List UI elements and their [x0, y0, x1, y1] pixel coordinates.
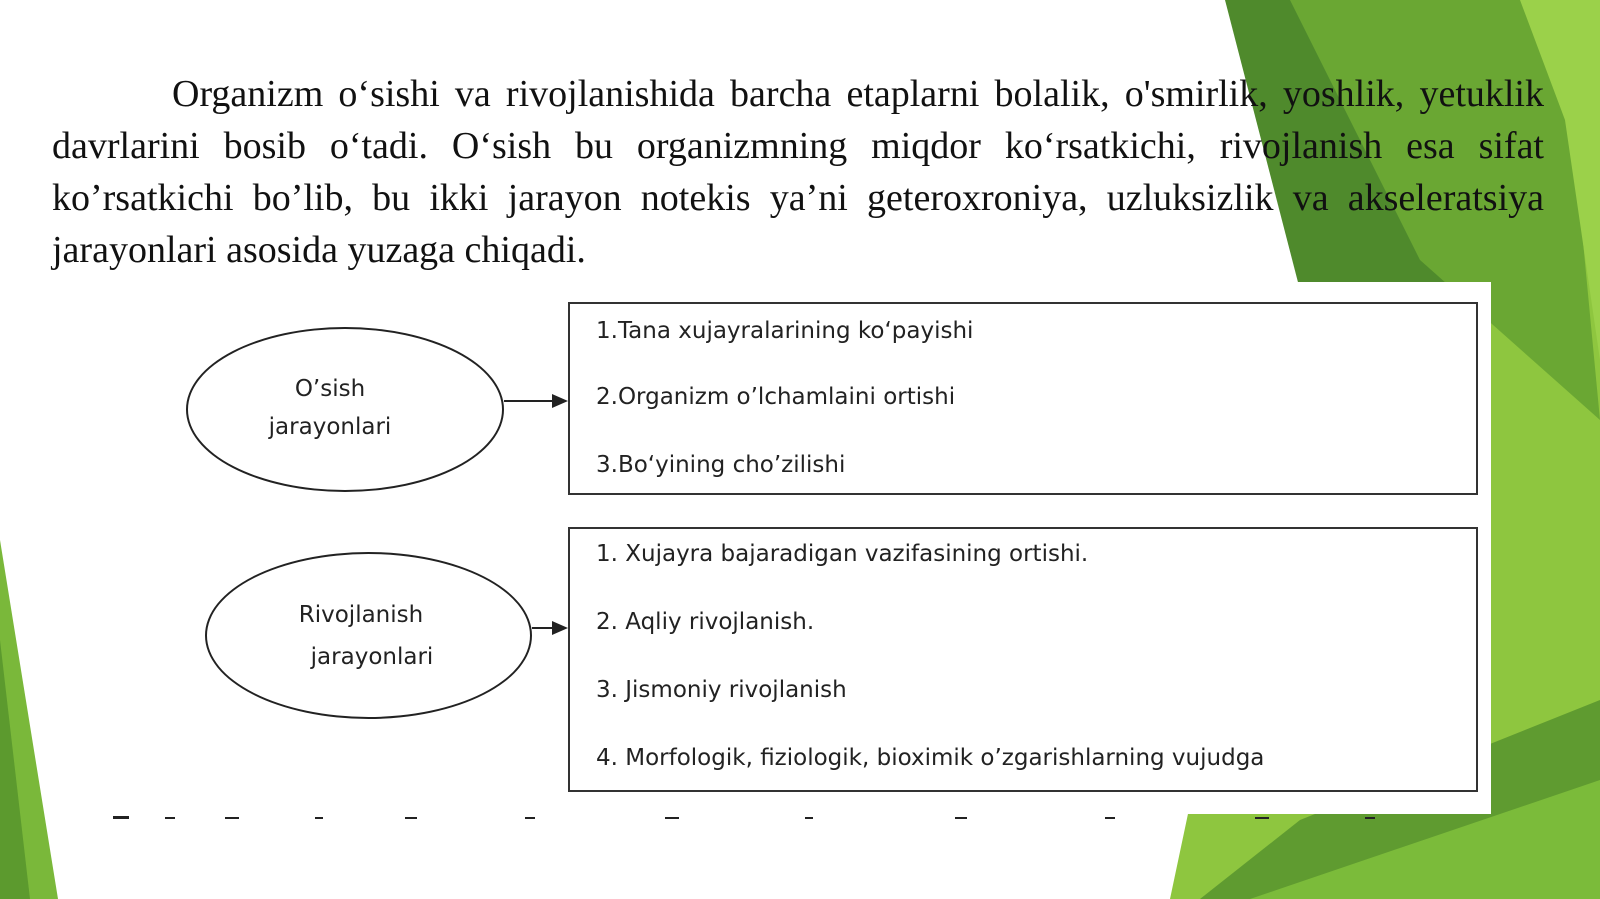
clipped-text-fragment [105, 808, 1405, 820]
development-label-line1: Rivojlanish [298, 601, 424, 628]
growth-label-line2: jarayonlari [268, 413, 392, 440]
growth-items-box [568, 302, 1478, 495]
growth-item-2: 2.Organizm o’lchamlaini ortishi [596, 384, 956, 410]
growth-processes-ellipse [186, 327, 504, 492]
growth-item-1: 1.Tana xujayralarining ko‘payishi [596, 318, 974, 344]
arrow-right-icon [504, 390, 570, 412]
growth-label-line1: O’sish [294, 375, 366, 402]
development-item-3: 3. Jismoniy rivojlanish [596, 677, 847, 703]
development-item-2: 2. Aqliy rivojlanish. [596, 609, 815, 635]
development-label-line2: jarayonlari [310, 643, 434, 670]
development-item-1: 1. Xujayra bajaradigan vazifasining ortishi. [596, 541, 1089, 567]
development-item-4: 4. Morfologik, fiziologik, bioximik o’zgarishlarning vujudga [596, 745, 1265, 771]
intro-paragraph: Organizm o‘sishi va rivojlanishida barcha etaplarni bolalik, o'smirlik, yoshlik, yetuklik davrlarini bosib o‘tadi. O‘sish bu organizmning miqdor ko‘rsatkichi, rivojlanish esa sifat ko’rsatkichi bo’lib, bu ikki jarayon notekis ya’ni geteroxroniya, uzluksizlik va akseleratsiya jarayonlari asosida yuzaga chiqadi. [52, 73, 1544, 271]
arrow-right-icon [532, 617, 570, 639]
growth-item-3: 3.Bo‘yining cho’zilishi [596, 452, 846, 478]
development-items-box [568, 527, 1478, 792]
development-processes-ellipse [205, 552, 532, 719]
